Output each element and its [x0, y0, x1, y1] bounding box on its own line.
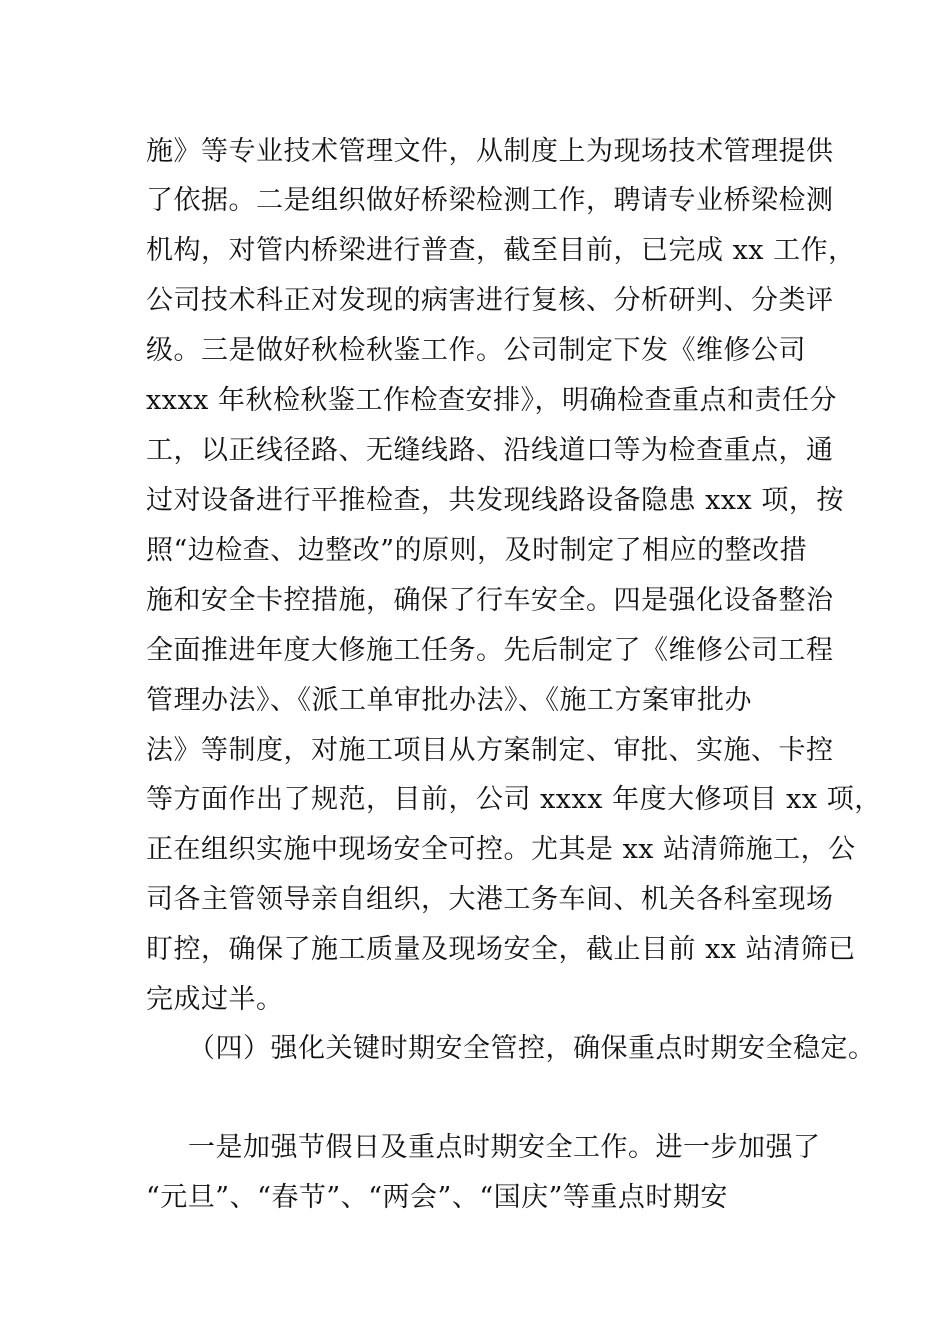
- body-text-line: 施》等专业技术管理文件，从制度上为现场技术管理提供: [146, 136, 834, 167]
- body-text-line: 机构，对管内桥梁进行普查，截至目前，已完成 xx 工作，: [146, 235, 856, 266]
- body-text-line: 法》等制度，对施工项目从方案制定、审批、实施、卡控: [146, 735, 834, 766]
- body-text-line: 公司技术科正对发现的病害进行复核、分析研判、分类评: [146, 285, 834, 316]
- body-text-line: “元旦”、“春节”、“两会”、“国庆”等重点时期安: [146, 1182, 728, 1213]
- body-text-line: 照“边检查、边整改”的原则，及时制定了相应的整改措: [146, 535, 808, 566]
- body-text-line: 完成过半。: [146, 984, 284, 1015]
- body-text-line: 司各主管领导亲自组织，大港工务车间、机关各科室现场: [146, 884, 834, 915]
- body-text-line: 正在组织实施中现场安全可控。尤其是 xx 站清筛施工，公: [146, 834, 856, 865]
- body-text-line: 过对设备进行平推检查，共发现线路设备隐患 xxx 项，按: [146, 485, 844, 516]
- body-text-line: 盯控，确保了施工质量及现场安全，截止目前 xx 站清筛已: [146, 934, 856, 965]
- section-heading: （四）强化关键时期安全管控，确保重点时期安全稳定。: [188, 1033, 876, 1064]
- body-text-line: xxxx 年秋检秋鉴工作检查安排》，明确检查重点和责任分: [146, 385, 837, 416]
- body-text-line: 一是加强节假日及重点时期安全工作。进一步加强了: [188, 1132, 821, 1163]
- body-text-line: 施和安全卡控措施，确保了行车安全。四是强化设备整治: [146, 585, 834, 616]
- body-text-line: 管理办法》、《派工单审批办法》、《施工方案审批办: [146, 685, 752, 716]
- body-text-line: 级。三是做好秋检秋鉴工作。公司制定下发《维修公司: [146, 335, 806, 366]
- body-text-line: 了依据。二是组织做好桥梁检测工作，聘请专业桥梁检测: [146, 185, 834, 216]
- body-text-line: 全面推进年度大修施工任务。先后制定了《维修公司工程: [146, 635, 834, 666]
- body-text-line: 等方面作出了规范，目前，公司 xxxx 年度大修项目 xx 项，: [146, 784, 882, 815]
- body-text-line: 工，以正线径路、无缝线路、沿线道口等为检查重点，通: [146, 435, 834, 466]
